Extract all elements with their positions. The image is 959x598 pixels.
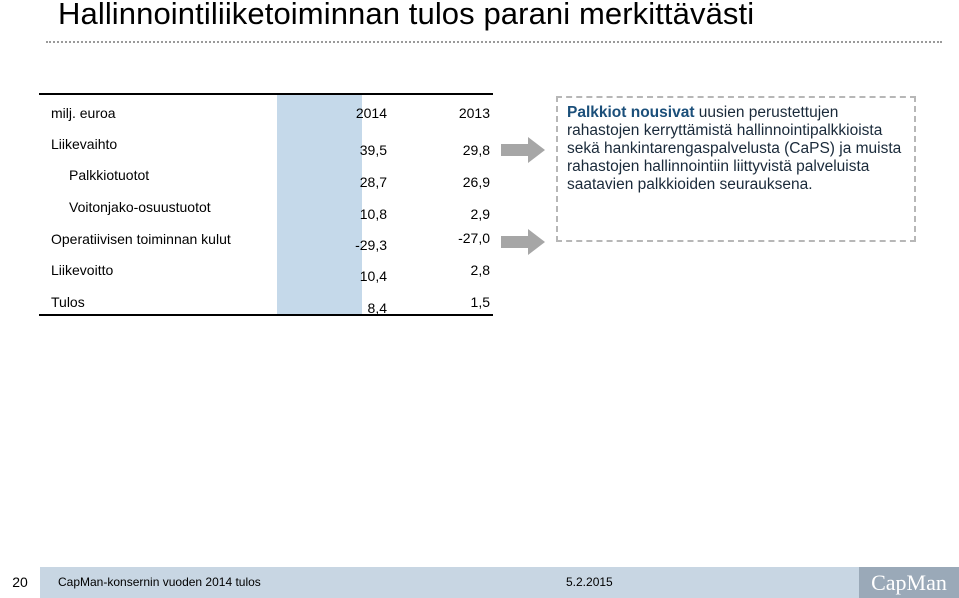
value-2014-tulos: 8,4 <box>367 300 387 316</box>
capman-logo: CapMan <box>871 570 947 595</box>
value-2014-voitonjako: 10,8 <box>359 206 387 222</box>
footer-date: 5.2.2015 <box>566 575 613 589</box>
value-2014-liikevaihto: 39,5 <box>359 142 387 158</box>
table-top-rule <box>39 93 493 95</box>
page-number: 20 <box>0 567 40 598</box>
unit-label: milj. euroa <box>51 105 116 121</box>
callout-text <box>567 104 912 194</box>
row-label-tulos: Tulos <box>51 294 85 310</box>
arrow-right-icon <box>501 229 545 255</box>
value-2013-liikevaihto: 29,8 <box>462 142 490 158</box>
arrow-right-icon <box>501 137 545 163</box>
logo-box <box>859 567 959 598</box>
row-label-kulut: Operatiivisen toiminnan kulut <box>51 231 231 247</box>
row-label-liikevoitto: Liikevoitto <box>51 262 114 278</box>
callout-highlight: Palkkiot nousivat <box>567 104 695 121</box>
highlight-column-2014 <box>277 95 362 314</box>
value-2013-kulut: -27,0 <box>458 230 490 246</box>
callout-body: uusien perustettujen rahastojen kerryttämistä hallinnointipalkkioista sekä hankintarengaspalvelusta (CaPS) ja muista rahastojen hallinnointiin liittyvistä palveluista saatavien palkkioiden seurauksena. <box>567 104 902 193</box>
footer-doc-title: CapMan-konsernin vuoden 2014 tulos <box>58 575 261 589</box>
value-2013-voitonjako: 2,9 <box>470 206 490 222</box>
value-2014-liikevoitto: 10,4 <box>359 268 387 284</box>
value-2014-palkkiotuotot: 28,7 <box>359 174 387 190</box>
row-label-palkkiotuotot: Palkkiotuotot <box>69 167 150 183</box>
row-label-liikevaihto: Liikevaihto <box>51 136 118 152</box>
slide-title: Hallinnointiliiketoiminnan tulos parani merkittävästi <box>58 0 755 31</box>
column-header-2013: 2013 <box>458 105 490 121</box>
column-header-2014: 2014 <box>355 105 387 121</box>
table-bottom-rule <box>39 314 493 316</box>
footer <box>0 567 959 598</box>
value-2013-palkkiotuotot: 26,9 <box>462 174 490 190</box>
title-divider <box>46 41 942 43</box>
value-2013-liikevoitto: 2,8 <box>470 262 490 278</box>
value-2013-tulos: 1,5 <box>470 294 490 310</box>
results-table <box>39 93 493 316</box>
row-label-voitonjako: Voitonjako-osuustuotot <box>69 199 211 215</box>
value-2014-kulut: -29,3 <box>355 237 387 253</box>
callout-box <box>556 96 916 242</box>
